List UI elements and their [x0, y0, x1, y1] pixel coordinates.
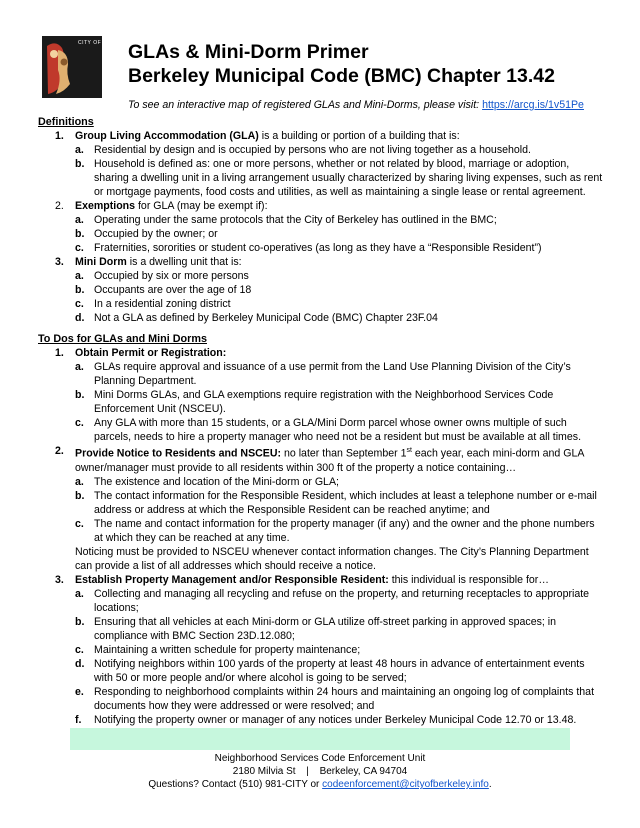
page-title [128, 40, 555, 88]
definition-item-gla [38, 129, 604, 199]
list-item [75, 143, 604, 157]
ordinal-suffix: st [406, 447, 412, 454]
notice-note: Noticing must be provided to NSCEU whenever contact information changes. The City’s Planning Department can provide a list of all addresses which should receive a notice. [75, 545, 589, 572]
footer-email-link[interactable]: codeenforcement@cityofberkeley.info [322, 779, 489, 790]
list-item [75, 587, 604, 615]
title-line-2: Berkeley Municipal Code (BMC) Chapter 13.42 [128, 65, 555, 87]
sub-text: In a residential zoning district [94, 298, 231, 310]
sub-text: Occupied by the owner; or [94, 228, 218, 240]
sub-letter: a. [75, 475, 84, 488]
sub-text: The name and contact information for the property manager (if any) and the owner and the phone numbers at which they can be reached at any time. [94, 517, 595, 544]
footer-highlight-bar [70, 728, 570, 750]
item-lead: Exemptions [75, 200, 136, 212]
sub-text: Collecting and managing all recycling and refuse on the property, and returning receptacles to appropriate locations; [94, 587, 590, 614]
sub-list [75, 213, 604, 255]
item-number: 3. [55, 256, 64, 268]
sub-letter: b. [75, 489, 85, 502]
list-item [75, 227, 604, 241]
sub-list [75, 475, 604, 545]
sub-text: Ensuring that all vehicles at each Mini-dorm or GLA utilize off-street parking in approved spaces; in compliance with BMC Section 23D.12.080; [94, 615, 557, 642]
sub-text: The existence and location of the Mini-dorm or GLA; [94, 475, 339, 488]
sub-letter: a. [75, 144, 84, 156]
footer-street: 2180 Milvia St [232, 766, 296, 777]
sub-letter: d. [75, 312, 85, 324]
definitions-heading: Definitions [38, 116, 94, 128]
todo-item-management [38, 573, 604, 727]
sub-text: Operating under the same protocols that the City of Berkeley has outlined in the BMC; [94, 214, 497, 226]
list-item [75, 360, 604, 388]
city-of-berkeley-logo [42, 36, 112, 105]
sub-list [75, 269, 604, 325]
item-text: this individual is responsible for… [388, 573, 549, 586]
todos-heading: To Dos for GLAs and Mini Dorms [38, 333, 207, 345]
list-item [75, 685, 604, 713]
logo-name-text: BERKELEY [101, 46, 112, 105]
footer-separator: | [306, 766, 309, 777]
definitions-list [38, 129, 604, 325]
item-text: is a building or portion of a building that is: [258, 130, 460, 142]
sub-letter: c. [75, 298, 84, 310]
footer-contact-text: Questions? Contact (510) 981-CITY or [148, 779, 323, 790]
todo-item-permit [38, 346, 604, 444]
list-item [75, 475, 604, 489]
item-text-cont: each year, each mini-dorm and GLA owner/manager must provide to all residents within 300 ft of the property a notice containing… [75, 447, 584, 474]
list-item [75, 643, 604, 657]
logo-city-text: CITY OF [78, 40, 102, 46]
item-lead: Obtain Permit or Registration: [75, 347, 227, 359]
definition-item-mini-dorm [38, 255, 604, 325]
sub-letter: b. [75, 389, 85, 401]
sub-text: Occupants are over the age of 18 [94, 284, 252, 296]
sub-letter: b. [75, 284, 85, 296]
list-item [75, 213, 604, 227]
seal-figures-icon [44, 40, 74, 96]
sub-text: Notifying the property owner or manager of any notices under Berkeley Municipal Code 12.70 or 13.48. [94, 713, 577, 726]
item-lead: Provide Notice to Residents and NSCEU: [75, 447, 282, 460]
sub-text: Maintaining a written schedule for property maintenance; [94, 643, 361, 656]
item-number: 1. [55, 347, 64, 359]
item-text: no later than September 1 [281, 447, 407, 460]
title-line-1: GLAs & Mini-Dorm Primer [128, 41, 369, 63]
list-item [75, 241, 604, 255]
sub-text: GLAs require approval and issuance of a use permit from the Land Use Planning Division of the City’s Planning Department. [94, 361, 571, 387]
sub-letter: c. [75, 517, 84, 530]
intro-label: To see an interactive map of registered GLAs and Mini-Dorms, please visit: [128, 99, 483, 111]
list-item [75, 269, 604, 283]
page-footer [0, 752, 640, 791]
intro-text [128, 99, 584, 111]
item-lead: Mini Dorm [75, 256, 127, 268]
footer-address [0, 765, 640, 778]
list-item [75, 416, 604, 444]
todos-list [38, 346, 604, 727]
sub-text: Occupied by six or more persons [94, 270, 249, 282]
list-item [75, 388, 604, 416]
item-text: is a dwelling unit that is: [126, 256, 242, 268]
sub-text: Notifying neighbors within 100 yards of the property at least 48 hours in advance of entertainment events with 50 or more people and/or where alcohol is going to be served; [94, 657, 585, 684]
sub-text: Residential by design and is occupied by persons who are not living together as a household. [94, 144, 531, 156]
sub-letter: b. [75, 615, 85, 628]
list-item [75, 657, 604, 685]
sub-letter: f. [75, 713, 82, 726]
list-item [75, 489, 604, 517]
item-number: 3. [55, 573, 64, 586]
footer-period: . [488, 779, 492, 790]
sub-text: The contact information for the Responsible Resident, which includes at least a telephone number or e-mail address or address at which the Responsible Resident can be reached anytime; and [94, 489, 597, 516]
sub-list [75, 360, 604, 444]
sub-list [75, 143, 604, 199]
list-item [75, 283, 604, 297]
sub-text: Not a GLA as defined by Berkeley Municipal Code (BMC) Chapter 23F.04 [94, 312, 438, 324]
sub-text: Household is defined as: one or more persons, whether or not related by blood, marriage or adoption, sharing a dwelling unit in a living arrangement usually characterized by sharing living expenses, such as rent or mortgage payments, food costs and utilities, as well as maintaining a single lease or rental agreement. [94, 158, 603, 198]
sub-letter: a. [75, 361, 84, 373]
list-item [75, 311, 604, 325]
sub-letter: b. [75, 228, 85, 240]
list-item [75, 157, 604, 199]
sub-text: Responding to neighborhood complaints within 24 hours and maintaining an ongoing log of complaints that documents how they were addressed or were resolved; and [94, 685, 595, 712]
sub-letter: e. [75, 685, 84, 698]
list-item [75, 615, 604, 643]
todo-item-notice [38, 444, 604, 573]
map-link[interactable]: https://arcg.is/1v51Pe [482, 99, 584, 111]
sub-text: Mini Dorms GLAs, and GLA exemptions require registration with the Neighborhood Services Code Enforcement Unit (NSCEU). [94, 389, 554, 415]
sub-list [75, 587, 604, 727]
sub-letter: c. [75, 643, 84, 656]
document-body [38, 115, 604, 727]
item-number: 2. [55, 445, 64, 457]
list-item [75, 517, 604, 545]
sub-letter: a. [75, 587, 84, 600]
sub-text: Fraternities, sororities or student co-operatives (as long as they have a “Responsible Resident”) [94, 242, 542, 254]
list-item [75, 297, 604, 311]
item-text: for GLA (may be exempt if): [135, 200, 268, 212]
sub-letter: a. [75, 214, 84, 226]
footer-city: Berkeley, CA 94704 [319, 766, 408, 777]
footer-contact [0, 778, 640, 791]
sub-letter: b. [75, 158, 85, 170]
item-lead: Group Living Accommodation (GLA) [75, 130, 259, 142]
item-lead: Establish Property Management and/or Responsible Resident: [75, 573, 389, 586]
definition-item-exemptions [38, 199, 604, 255]
item-number: 1. [55, 130, 64, 142]
item-number: 2. [55, 200, 64, 212]
sub-text: Any GLA with more than 15 students, or a GLA/Mini Dorm parcel whose owner owns multiple of such parcels, needs to hire a property manager who need not be a resident but must be available at all times. [94, 417, 582, 443]
sub-letter: c. [75, 242, 84, 254]
list-item [75, 713, 604, 727]
sub-letter: d. [75, 657, 85, 670]
sub-letter: c. [75, 417, 84, 429]
sub-letter: a. [75, 270, 84, 282]
footer-unit: Neighborhood Services Code Enforcement Unit [214, 753, 426, 764]
